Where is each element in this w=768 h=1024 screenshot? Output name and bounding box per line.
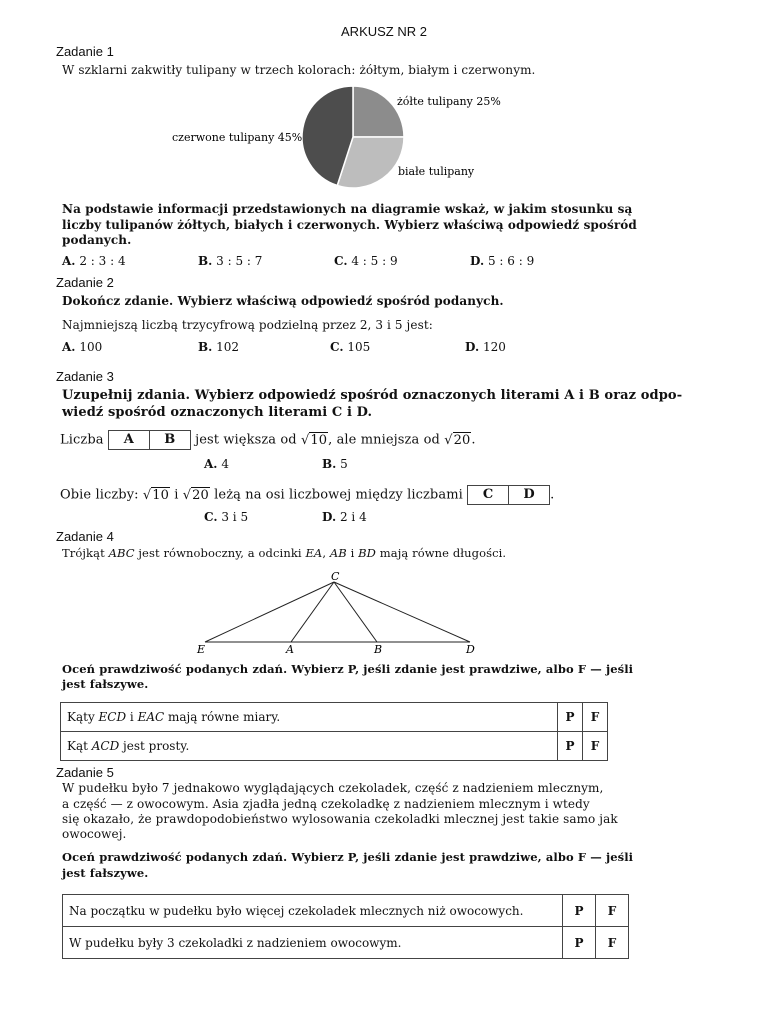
table-row [61,703,608,732]
triangle-diagram [190,570,490,660]
task-3-heading: Zadanie 3 [56,369,114,384]
task-5-text-line1: W pudełku było 7 jednakowo wyglądających czekoladek, część z nadzieniem mlecznym, [62,781,604,795]
label-b: B [374,643,383,656]
task-5-table [62,894,629,959]
label-c: C [331,570,340,583]
task-3-sentence-2: Obie liczby: √10 i √20 leżą na osi liczbowej między liczbami C D . [60,485,554,505]
task-4-row1-p[interactable]: P [558,703,583,732]
task-1-intro: W szklarni zakwitły tulipany w trzech kolorach: żółtym, białym i czerwonym. [62,63,536,77]
task-5-row2-p[interactable]: P [563,927,596,959]
table-row [63,895,629,927]
task-4-heading: Zadanie 4 [56,529,114,544]
segment-ec [205,582,334,642]
task-3-box-cd[interactable]: C D [467,485,550,505]
task-1-question-line3: podanych. [62,233,132,247]
task-5-text-line3: się okazało, że prawdopodobieństwo wylosowania czekoladki mlecznej jest takie samo jak [62,812,618,826]
task-5-text-line4: owocowej. [62,827,127,841]
task-5-statement-1: Na początku w pudełku było więcej czekoladek mlecznych niż owocowych. [63,895,563,927]
task-5-row1-p[interactable]: P [563,895,596,927]
table-row [61,732,608,761]
task-4-row1-f[interactable]: F [583,703,608,732]
task-4-row2-f[interactable]: F [583,732,608,761]
task-4-instruction-line1: Oceń prawdziwość podanych zdań. Wybierz P, jeśli zdanie jest prawdziwe, albo F — jeśli [62,662,634,676]
label-a: A [286,643,294,656]
task-2-question: Najmniejszą liczbą trzycyfrową podzielną przez 2, 3 i 5 jest: [62,318,433,332]
task-3-instruction-line2: wiedź spośród oznaczonych literami C i D. [62,405,373,420]
task-3-option-c[interactable]: C. 3 i 5 [204,510,249,524]
task-4-table [60,702,608,761]
label-e: E [197,643,206,656]
task-4-statement-1: Kąty ECD i EAC mają równe miary. [61,703,558,732]
pie-label-yellow: żółte tulipany 25% [397,95,501,108]
task-2-answer-c[interactable]: C. 105 [330,340,371,354]
task-1-heading: Zadanie 1 [56,44,114,59]
pie-label-red: czerwone tulipany 45% [172,131,303,144]
task-1-answer-d[interactable]: D. 5 : 6 : 9 [470,254,535,268]
pie-chart [160,85,520,190]
segment-ac [291,582,334,642]
task-5-instruction-line1: Oceń prawdziwość podanych zdań. Wybierz P, jeśli zdanie jest prawdziwe, albo F — jeśli [62,850,634,864]
task-3-sentence-1: Liczba A B jest większa od √10, ale mniejsza od √20. [60,430,476,450]
task-3-instruction-line1: Uzupełnij zdania. Wybierz odpowiedź spośród oznaczonych literami A i B oraz odpo- [62,388,683,403]
task-2-heading: Zadanie 2 [56,275,114,290]
task-3-option-d[interactable]: D. 2 i 4 [322,510,367,524]
task-5-statement-2: W pudełku były 3 czekoladki z nadzieniem owocowym. [63,927,563,959]
label-d: D [466,643,475,656]
task-4-instruction-line2: jest fałszywe. [62,677,149,691]
task-2-instruction: Dokończ zdanie. Wybierz właściwą odpowiedź spośród podanych. [62,294,504,308]
pie-slice-0 [353,86,404,137]
task-5-text-line2: a część — z owocowym. Asia zjadła jedną czekoladkę z nadzieniem mlecznym i wtedy [62,797,590,811]
task-5-instruction-line2: jest fałszywe. [62,866,149,880]
pie-label-white: białe tulipany [398,165,475,178]
segment-dc [334,582,470,642]
task-5-row2-f[interactable]: F [596,927,629,959]
page-title: ARKUSZ NR 2 [341,24,427,39]
task-4-intro: Trójkąt ABC jest równoboczny, a odcinki EA, AB i BD mają równe długości. [62,546,507,560]
task-5-row1-f[interactable]: F [596,895,629,927]
task-2-answer-a[interactable]: A. 100 [62,340,103,354]
task-1-question-line2: liczby tulipanów żółtych, białych i czerwonych. Wybierz właściwą odpowiedź spośród [62,218,637,232]
task-2-answer-d[interactable]: D. 120 [465,340,506,354]
task-1-answer-c[interactable]: C. 4 : 5 : 9 [334,254,398,268]
task-3-option-a[interactable]: A. 4 [204,457,229,471]
task-3-option-b[interactable]: B. 5 [322,457,348,471]
task-1-question-line1: Na podstawie informacji przedstawionych na diagramie wskaż, w jakim stosunku są [62,202,633,216]
task-4-statement-2: Kąt ACD jest prosty. [61,732,558,761]
task-4-row2-p[interactable]: P [558,732,583,761]
task-1-answer-a[interactable]: A. 2 : 3 : 4 [62,254,126,268]
task-1-answer-b[interactable]: B. 3 : 5 : 7 [198,254,263,268]
task-5-heading: Zadanie 5 [56,765,114,780]
task-3-box-ab[interactable]: A B [108,430,191,450]
task-2-answer-b[interactable]: B. 102 [198,340,240,354]
table-row [63,927,629,959]
